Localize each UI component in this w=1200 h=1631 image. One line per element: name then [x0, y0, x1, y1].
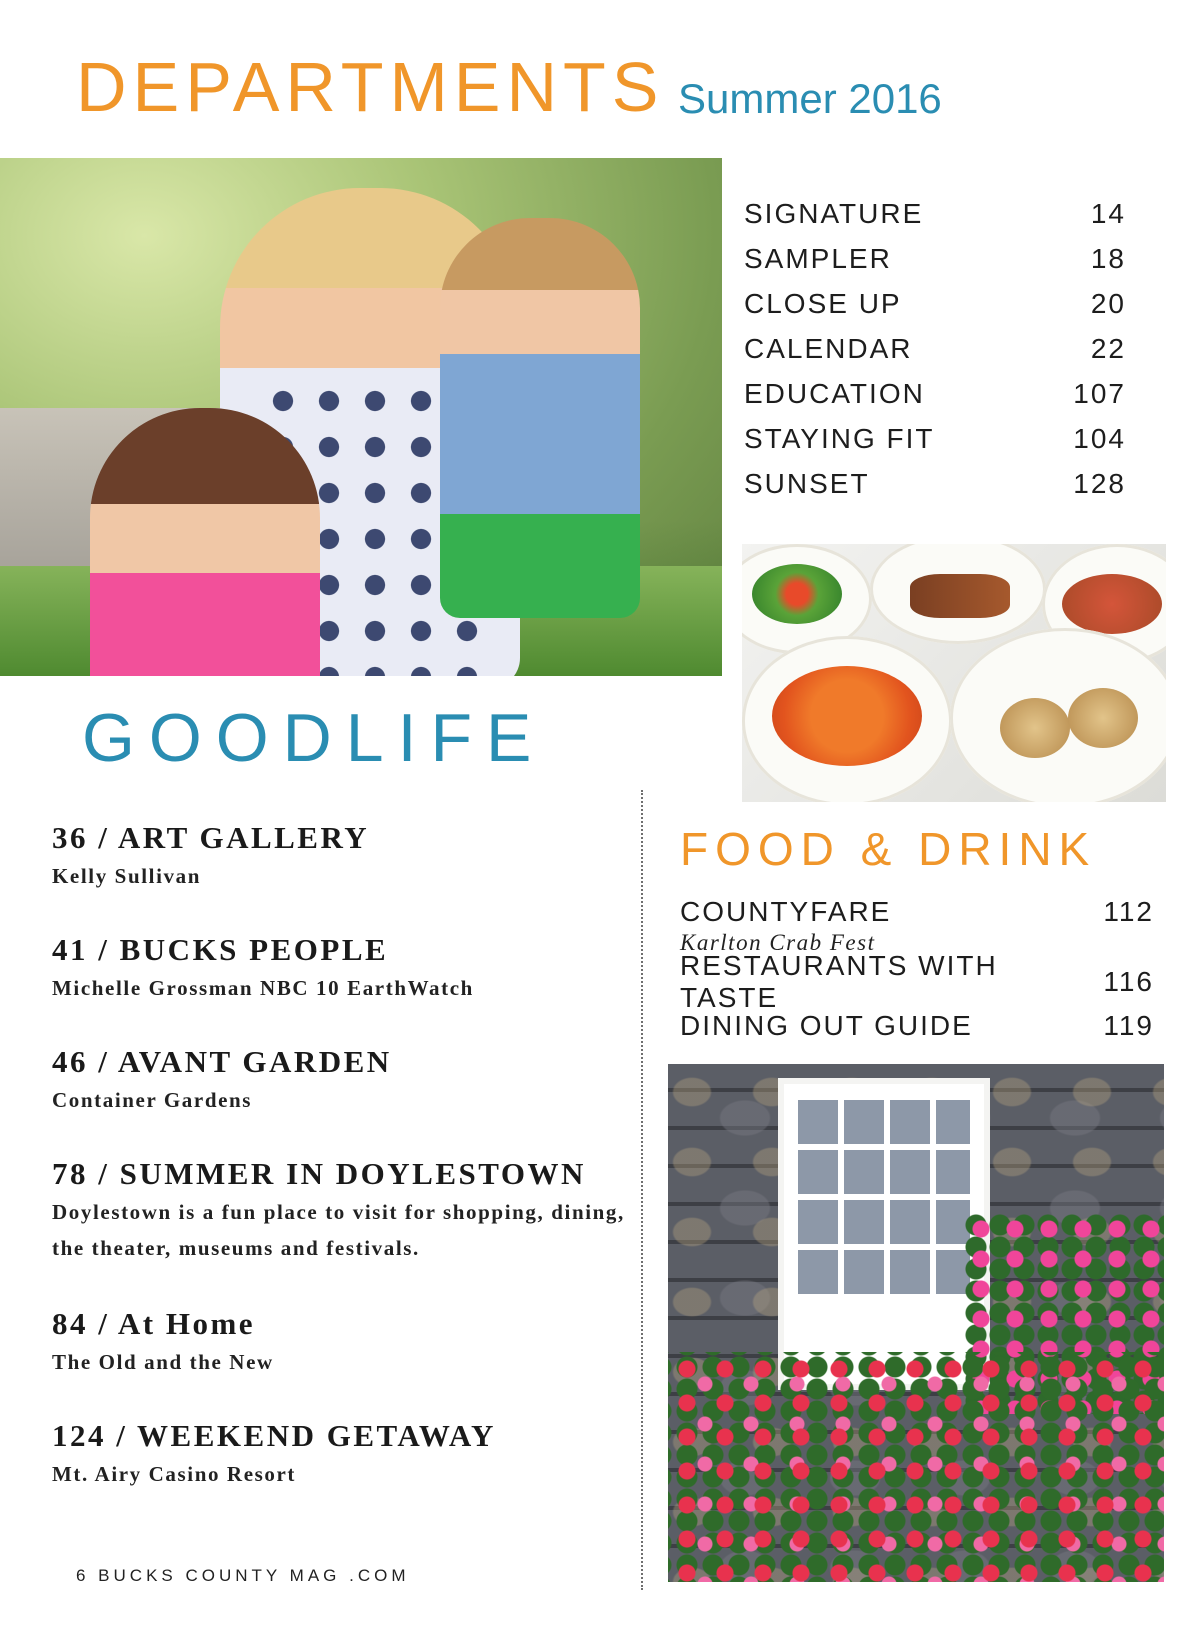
dept-page: 18	[1090, 243, 1126, 274]
dept-item-sunset[interactable]	[744, 464, 1126, 504]
goodlife-title: GOODLIFE	[82, 700, 546, 776]
feature-at-home[interactable]	[52, 1304, 632, 1380]
dept-label: CLOSE UP	[744, 288, 902, 319]
feature-title: 124 / WEEKEND GETAWAY	[52, 1418, 496, 1453]
dept-item-close-up[interactable]	[744, 284, 1126, 324]
feature-title: 84 / At Home	[52, 1306, 256, 1341]
window-panes	[798, 1098, 970, 1294]
dept-page: 22	[1090, 333, 1126, 364]
food-item-label: COUNTYFARE	[680, 896, 892, 927]
column-divider	[641, 790, 643, 1590]
food-item-label: DINING OUT GUIDE	[680, 1010, 973, 1041]
dept-item-staying-fit[interactable]	[744, 419, 1126, 459]
dept-page: 14	[1090, 198, 1126, 229]
window	[778, 1078, 990, 1390]
feature-avant-garden[interactable]	[52, 1042, 632, 1118]
feature-title: 41 / BUCKS PEOPLE	[52, 932, 389, 967]
food-item-label: RESTAURANTS WITH TASTE	[680, 950, 998, 1013]
feature-subtitle: Container Gardens	[52, 1088, 253, 1112]
dept-item-signature[interactable]	[744, 194, 1126, 234]
tortellini-plate	[742, 636, 952, 802]
food-item-countyfare[interactable]	[680, 894, 1154, 930]
dept-label: STAYING FIT	[744, 423, 935, 454]
food-item-subtitle: Karlton Crab Fest	[680, 930, 876, 955]
house-window-photo	[668, 1064, 1164, 1582]
family-photo	[0, 158, 722, 676]
dept-page: 128	[1073, 468, 1126, 499]
dept-label: SAMPLER	[744, 243, 892, 274]
food-drink-title: FOOD & DRINK	[680, 823, 1097, 875]
page-footer: 6 BUCKS COUNTY MAG .COM	[76, 1566, 410, 1585]
page-title: DEPARTMENTS	[76, 48, 665, 126]
crabcake-plate	[950, 628, 1166, 802]
feature-title: 36 / ART GALLERY	[52, 820, 370, 855]
food-item-page: 116	[1103, 966, 1154, 997]
issue-label: Summer 2016	[678, 75, 942, 122]
flower-pots	[668, 1352, 1164, 1582]
feature-subtitle: Kelly Sullivan	[52, 864, 202, 888]
dept-label: CALENDAR	[744, 333, 913, 364]
girl-figure	[90, 408, 320, 676]
food-item-restaurants-with-taste[interactable]	[680, 950, 1154, 1013]
feature-subtitle: The Old and the New	[52, 1350, 274, 1374]
food-item-page: 119	[1103, 1010, 1154, 1041]
dept-label: EDUCATION	[744, 378, 925, 409]
food-photo	[742, 544, 1166, 802]
feature-subtitle: Michelle Grossman NBC 10 EarthWatch	[52, 976, 474, 1000]
feature-title: 78 / SUMMER IN DOYLESTOWN	[52, 1156, 586, 1191]
dept-item-calendar[interactable]	[744, 329, 1126, 369]
dept-label: SUNSET	[744, 468, 870, 499]
dept-page: 104	[1073, 423, 1126, 454]
dept-page: 107	[1073, 378, 1126, 409]
feature-subtitle: Doylestown is a fun place to visit for shopping, dining, the theater, museums and festivals.	[52, 1200, 625, 1260]
feature-title: 46 / AVANT GARDEN	[52, 1044, 392, 1079]
feature-art-gallery[interactable]	[52, 818, 632, 894]
dept-item-sampler[interactable]	[744, 239, 1126, 279]
feature-bucks-people[interactable]	[52, 930, 632, 1006]
steak-plate	[870, 544, 1046, 644]
dept-label: SIGNATURE	[744, 198, 924, 229]
boy-figure	[440, 218, 640, 618]
food-item-page: 112	[1103, 896, 1154, 927]
dept-page: 20	[1090, 288, 1126, 319]
feature-weekend-getaway[interactable]	[52, 1416, 632, 1492]
food-item-dining-out-guide[interactable]	[680, 1008, 1154, 1044]
feature-subtitle: Mt. Airy Casino Resort	[52, 1462, 297, 1486]
feature-summer-in-doylestown[interactable]	[52, 1154, 632, 1266]
dept-item-education[interactable]	[744, 374, 1126, 414]
